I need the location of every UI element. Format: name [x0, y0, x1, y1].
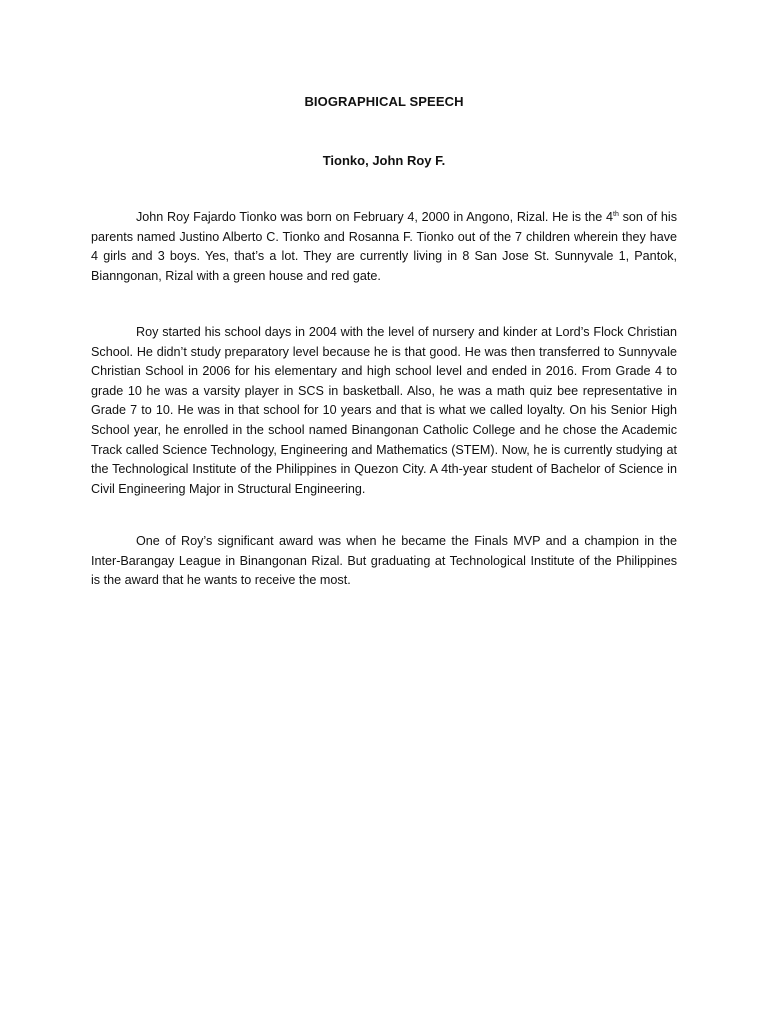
document-title: BIOGRAPHICAL SPEECH: [304, 94, 464, 109]
paragraph-text: John Roy Fajardo Tionko was born on February 4, 2000 in Angono, Rizal. He is the 4: [136, 210, 614, 224]
paragraph-education: Roy started his school days in 2004 with the level of nursery and kinder at Lord’s Flock Christian School. He didn’t study preparatory level because he is that good. He was then transferred to Sunnyvale Christian School in 2006 for his elementary and high school level and ended in 2016. From Grade 4 to grade 10 he was a varsity player in SCS in basketball. Also, he was a math quiz bee representative in Grade 7 to 10. He was in that school for 10 years and that is what we called loyalty. On his Senior High School year, he enrolled in the school named Binangonan Catholic College and he chose the Academic Track called Science Technology, Engineering and Mathematics (STEM). Now, he is currently studying at the Technological Institute of the Philippines in Quezon City. A 4th-year student of Bachelor of Science in Civil Engineering Major in Structural Engineering.: [91, 325, 677, 496]
author-name: Tionko, John Roy F.: [322, 153, 446, 168]
ordinal-suffix: th: [613, 210, 619, 218]
paragraph-text: son of his parents named Justino Alberto C. Tionko and Rosanna F. Tionko out of the 7 children wherein they have 4 girls and 3 boys. Yes, that’s a lot. They are currently living in 8 San Jose St. Sunnyvale 1, Pantok, Bianngonan, Rizal with a green house and red gate.: [91, 210, 677, 283]
paragraph-awards: One of Roy’s significant award was when he became the Finals MVP and a champion in the Inter-Barangay League in Binangonan Rizal. But graduating at Technological Institute of the Philippines is the award that he wants to receive the most.: [91, 534, 677, 588]
paragraph-birth-family: [91, 208, 677, 286]
